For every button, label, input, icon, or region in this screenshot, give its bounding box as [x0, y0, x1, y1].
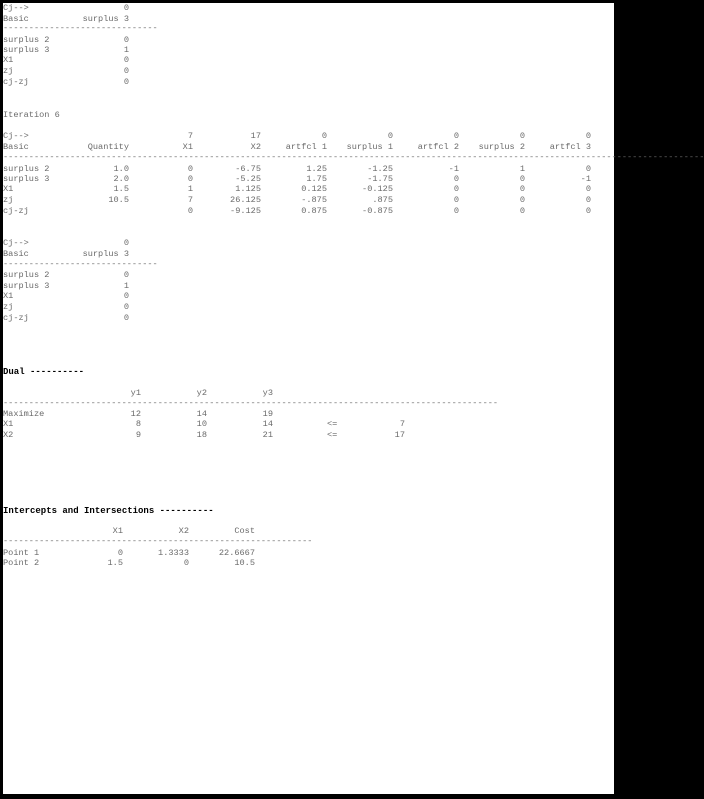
cj-value: 0	[123, 3, 129, 13]
table-cell: 22.6667	[218, 548, 255, 558]
row-value: 0	[123, 313, 129, 323]
column-header: artfcl 1	[285, 142, 327, 152]
table-cell: 0	[519, 184, 525, 194]
intercepts-title: Intercepts and Intersections ----------	[3, 506, 214, 516]
table-cell: 14	[196, 409, 207, 419]
table-cell: 1.75	[306, 174, 327, 184]
basic-label: Basic	[3, 249, 29, 259]
row-label: Maximize	[3, 409, 45, 419]
cj-label: Cj-->	[3, 3, 29, 13]
table-cell: 0.875	[301, 206, 327, 216]
rhs-cell: 17	[394, 430, 405, 440]
table-cell: 1.5	[107, 558, 123, 568]
table-cell: 0	[187, 174, 193, 184]
table-cell: 10	[196, 419, 207, 429]
column-header: y3	[262, 388, 273, 398]
row-value: 0	[123, 77, 129, 87]
table-cell: -6.75	[235, 164, 261, 174]
table-cell: 1.3333	[158, 548, 189, 558]
cj-label: Cj-->	[3, 238, 29, 248]
table-cell: 0	[187, 206, 193, 216]
cj-value: 0	[585, 131, 591, 141]
table-cell: 0	[585, 184, 591, 194]
row-value: 0	[123, 302, 129, 312]
row-label: zj	[3, 195, 14, 205]
row-label: surplus 2	[3, 164, 50, 174]
table-cell: 21	[262, 430, 273, 440]
table-cell: 0	[453, 174, 459, 184]
constraint-sign: <=	[327, 430, 338, 440]
row-label: surplus 3	[3, 281, 50, 291]
table-cell: -1.75	[367, 174, 393, 184]
table-cell: -9.125	[230, 206, 261, 216]
report-page	[3, 3, 704, 794]
cj-value: 0	[321, 131, 327, 141]
column-header: y2	[196, 388, 207, 398]
rhs-cell: 7	[399, 419, 405, 429]
row-value: 0	[123, 35, 129, 45]
table-cell: -5.25	[235, 174, 261, 184]
cj-value: 17	[250, 131, 261, 141]
table-cell: 8	[135, 419, 141, 429]
table-cell: 1	[187, 184, 193, 194]
row-value: 0	[123, 291, 129, 301]
row-value: 1	[123, 281, 129, 291]
row-value: 0	[123, 55, 129, 65]
table-cell: 0	[453, 206, 459, 216]
table-cell: 0.125	[301, 184, 327, 194]
cj-value: 0	[123, 238, 129, 248]
quantity-cell: 2.0	[113, 174, 129, 184]
column-header: artfcl 2	[417, 142, 459, 152]
quantity-cell: 1.0	[113, 164, 129, 174]
cj-value: 0	[387, 131, 393, 141]
table-cell: -1.25	[367, 164, 393, 174]
column-header: surplus 1	[346, 142, 393, 152]
row-label: surplus 2	[3, 270, 50, 280]
table-cell: 18	[196, 430, 207, 440]
iteration-title: Iteration 6	[3, 110, 60, 120]
table-cell: .875	[372, 195, 393, 205]
table-cell: 0	[585, 206, 591, 216]
row-label: X2	[3, 430, 14, 440]
table-cell: 0	[453, 184, 459, 194]
basic-label: Basic	[3, 142, 29, 152]
table-cell: 1.125	[235, 184, 261, 194]
divider: ------------------------------	[3, 259, 158, 269]
row-label: surplus 2	[3, 35, 50, 45]
cj-value: 7	[187, 131, 193, 141]
table-cell: 1	[519, 164, 525, 174]
table-cell: 12	[130, 409, 141, 419]
column-header: surplus 2	[478, 142, 525, 152]
table-cell: 0	[585, 164, 591, 174]
column-header: surplus 3	[82, 14, 129, 24]
table-cell: 10.5	[234, 558, 255, 568]
table-cell: 14	[262, 419, 273, 429]
divider: ----------------------------------------------------------------------------------------------------------------------------------------	[3, 152, 704, 162]
divider: ------------------------------	[3, 23, 158, 33]
table-cell: -1	[580, 174, 591, 184]
row-label: zj	[3, 302, 14, 312]
row-label: cj-zj	[3, 77, 29, 87]
row-label: surplus 3	[3, 174, 50, 184]
row-label: X1	[3, 419, 14, 429]
row-label: Point 2	[3, 558, 40, 568]
row-label: X1	[3, 291, 14, 301]
column-header: Cost	[234, 526, 255, 536]
column-header: X2	[178, 526, 189, 536]
table-cell: 9	[135, 430, 141, 440]
row-label: Point 1	[3, 548, 40, 558]
table-cell: 0	[453, 195, 459, 205]
table-cell: 26.125	[230, 195, 261, 205]
table-cell: -0.125	[362, 184, 393, 194]
column-header: X1	[112, 526, 123, 536]
column-header: surplus 3	[82, 249, 129, 259]
table-cell: -1	[448, 164, 459, 174]
table-cell: 19	[262, 409, 273, 419]
row-value: 1	[123, 45, 129, 55]
column-header: X1	[182, 142, 193, 152]
column-header: y1	[130, 388, 141, 398]
basic-label: Basic	[3, 14, 29, 24]
row-value: 0	[123, 66, 129, 76]
table-cell: 1.25	[306, 164, 327, 174]
quantity-header: Quantity	[87, 142, 129, 152]
divider: ------------------------------------------------------------	[3, 536, 313, 546]
cj-value: 0	[519, 131, 525, 141]
table-cell: 0	[519, 195, 525, 205]
row-label: zj	[3, 66, 14, 76]
table-cell: 0	[183, 558, 189, 568]
column-header: X2	[250, 142, 261, 152]
row-label: cj-zj	[3, 206, 29, 216]
row-value: 0	[123, 270, 129, 280]
table-cell: 0	[117, 548, 123, 558]
row-label: X1	[3, 55, 14, 65]
cj-label: Cj-->	[3, 131, 29, 141]
quantity-cell: 10.5	[108, 195, 129, 205]
quantity-cell: 1.5	[113, 184, 129, 194]
table-cell: 0	[519, 174, 525, 184]
divider: ------------------------------------------------------------------------------------------------	[3, 398, 499, 408]
table-cell: 0	[519, 206, 525, 216]
table-cell: -0.875	[362, 206, 393, 216]
table-cell: 7	[187, 195, 193, 205]
constraint-sign: <=	[327, 419, 338, 429]
dual-title: Dual ----------	[3, 367, 85, 377]
cj-value: 0	[453, 131, 459, 141]
table-cell: 0	[187, 164, 193, 174]
row-label: surplus 3	[3, 45, 50, 55]
table-cell: 0	[585, 195, 591, 205]
column-header: artfcl 3	[549, 142, 591, 152]
row-label: cj-zj	[3, 313, 29, 323]
row-label: X1	[3, 184, 14, 194]
table-cell: -.875	[301, 195, 327, 205]
